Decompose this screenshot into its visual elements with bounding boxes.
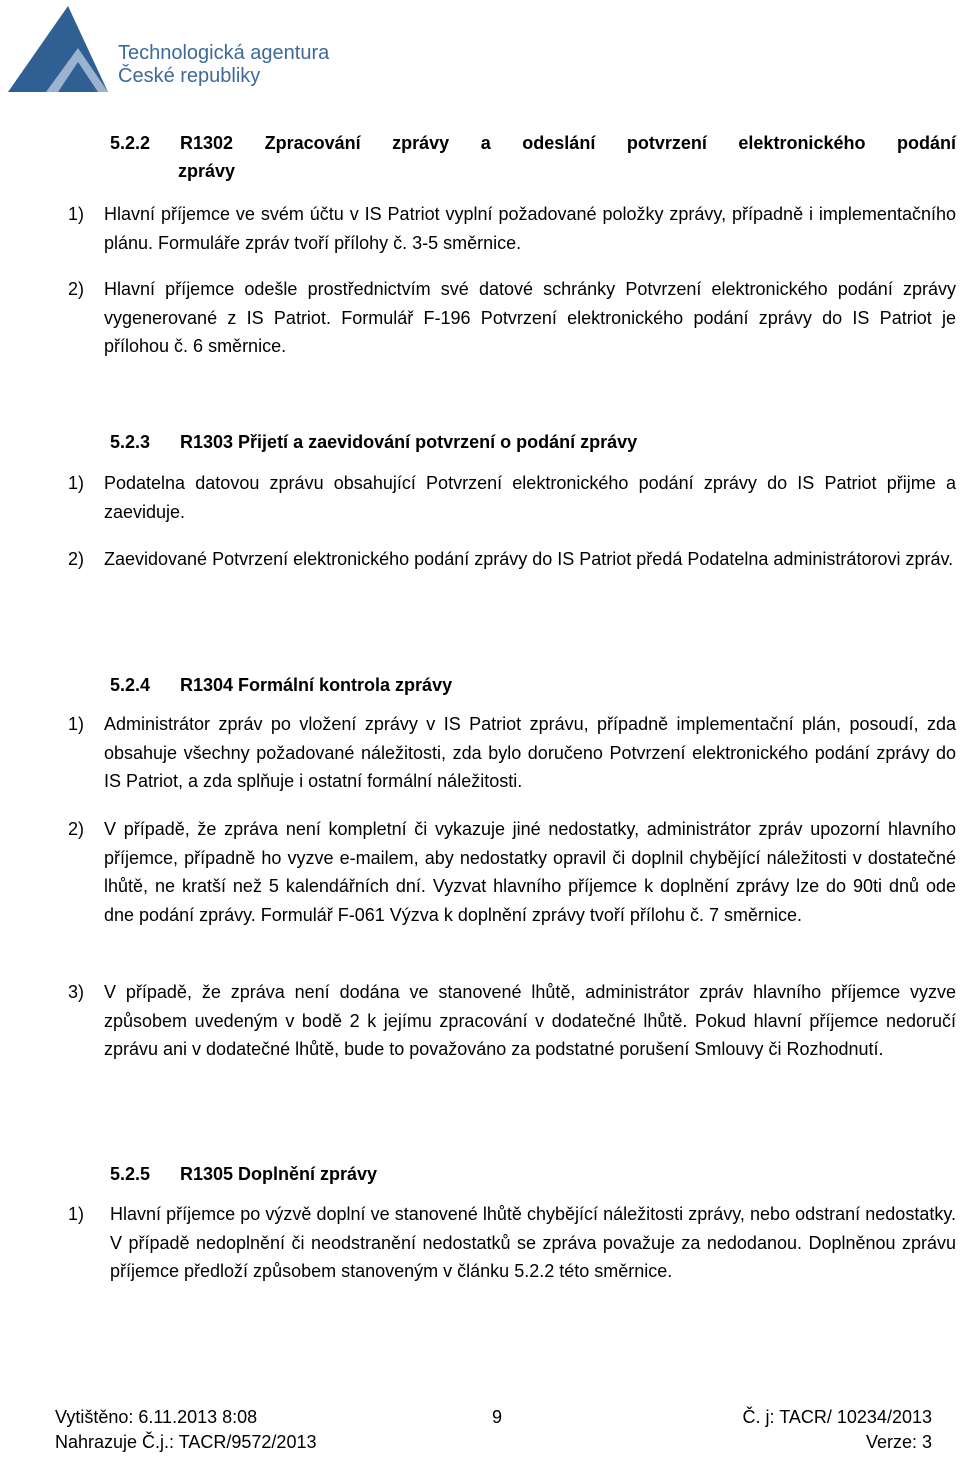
footer-replaces: Nahrazuje Č.j.: TACR/9572/2013 bbox=[55, 1432, 317, 1452]
list-item-text: V případě, že zpráva není dodána ve stanovené lhůtě, administrátor zpráv hlavního příjemce vyzve způsobem uvedeným v bodě 2 k jejímu zpracování v dodatečné lhůtě. Pokud hlavní příjemce nedoručí zprávu ani v dodatečné lhůtě, bude to považováno za podstatné porušení Smlouvy či Rozhodnutí. bbox=[104, 982, 956, 1059]
list-marker: 1) bbox=[68, 473, 85, 493]
list-marker: 3) bbox=[68, 982, 85, 1002]
list-marker: 1) bbox=[68, 1204, 85, 1224]
list-marker: 2) bbox=[68, 279, 85, 299]
section-title: R1305 Doplnění zprávy bbox=[180, 1164, 378, 1184]
agency-logo bbox=[6, 4, 336, 96]
section-title: R1302 Zpracování zprávy a odeslání potvrzení elektronického podání bbox=[180, 133, 956, 153]
section-number: 5.2.5 bbox=[110, 1164, 151, 1184]
section-number: 5.2.2 bbox=[110, 133, 151, 153]
footer-printed-date: Vytištěno: 6.11.2013 8:08 bbox=[55, 1407, 258, 1427]
section-title: R1303 Přijetí a zaevidování potvrzení o podání zprávy bbox=[180, 432, 638, 452]
list-item-text: Hlavní příjemce po výzvě doplní ve stanovené lhůtě chybějící náležitosti zprávy, nebo odstraní nedostatky. V případě nedoplnění či neodstranění nedostatků se zpráva považuje za nedodanou. Doplněnou zprávu příjemce předloží způsobem stanoveným v článku 5.2.2 této směrnice. bbox=[110, 1204, 956, 1281]
section-title: R1304 Formální kontrola zprávy bbox=[180, 675, 453, 695]
list-marker: 2) bbox=[68, 819, 85, 839]
list-item-text: Zaevidované Potvrzení elektronického podání zprávy do IS Patriot předá Podatelna administrátorovi zpráv. bbox=[104, 549, 954, 569]
list-item-text: Administrátor zpráv po vložení zprávy v IS Patriot zprávu, případně implementační plán, posoudí, zda obsahuje všechny požadované náležitosti, zda bylo doručeno Potvrzení elektronického podání zprávy do IS Patriot, a zda splňuje i ostatní formální náležitosti. bbox=[104, 714, 956, 791]
footer-reference-number: Č. j: TACR/ 10234/2013 bbox=[742, 1407, 932, 1427]
footer-version: Verze: 3 bbox=[865, 1432, 932, 1452]
section-number: 5.2.3 bbox=[110, 432, 151, 452]
list-item-text: Hlavní příjemce ve svém účtu v IS Patriot vyplní požadované položky zprávy, případně i implementačního plánu. Formuláře zpráv tvoří přílohy č. 3-5 směrnice. bbox=[104, 204, 956, 253]
section-title-continued: zprávy bbox=[178, 161, 236, 181]
list-marker: 1) bbox=[68, 204, 85, 224]
footer-page-number: 9 bbox=[492, 1407, 503, 1427]
section-number: 5.2.4 bbox=[110, 675, 151, 695]
list-marker: 2) bbox=[68, 549, 85, 569]
list-item-text: Hlavní příjemce odešle prostřednictvím své datové schránky Potvrzení elektronického podání zprávy vygenerované z IS Patriot. Formulář F-196 Potvrzení elektronického podání zprávy do IS Patriot je přílohou č. 6 směrnice. bbox=[104, 279, 956, 356]
list-marker: 1) bbox=[68, 714, 85, 734]
logo-triangle-icon bbox=[6, 4, 116, 94]
logo-name-line1: Technologická agentura bbox=[118, 42, 330, 64]
list-item-text: Podatelna datovou zprávu obsahující Potvrzení elektronického podání zprávy do IS Patriot přijme a zaeviduje. bbox=[104, 473, 956, 522]
list-item-text: V případě, že zpráva není kompletní či vykazuje jiné nedostatky, administrátor zpráv upozorní hlavního příjemce, případně ho vyzve e-mailem, aby nedostatky opravil či doplnil chybějící náležitosti v dostatečné lhůtě, ne kratší než 5 kalendářních dní. Vyzvat hlavního příjemce k doplnění zprávy lze do 90ti dnů ode dne podání zprávy. Formulář F-061 Výzva k doplnění zprávy tvoří přílohu č. 7 směrnice. bbox=[104, 819, 956, 925]
logo-name-line2: České republiky bbox=[118, 65, 261, 87]
